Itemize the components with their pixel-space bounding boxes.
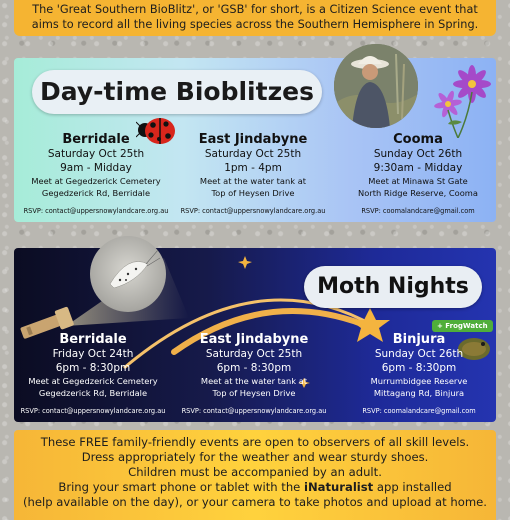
event-date: Friday Oct 24th (52, 348, 134, 360)
event-time: 9am - Midday (60, 162, 132, 174)
moth-photo (90, 236, 166, 312)
info-line-4-post: app installed (373, 480, 452, 494)
event-rsvp: RSVP: contact@uppersnowylandcare.org.au (20, 407, 166, 415)
event-rsvp: RSVP: coomalandcare@gmail.com (362, 407, 476, 415)
info-line-3: Children must be accompanied by an adult. (128, 465, 382, 479)
intro-line-1: The 'Great Southern BioBlitz', or 'GSB' for short, is a Citizen Science event that (32, 3, 478, 16)
event-meet-line-1: Meet at the water tank at (200, 376, 308, 386)
event-town: Binjura (392, 332, 446, 347)
event-meet-line-1: Murrumbidgee Reserve (370, 376, 468, 386)
info-line-5: (help available on the day), or your camera to take photos and upload at home. (23, 495, 487, 509)
intro-line-2: aims to record all the living species across the Southern Hemisphere in Spring. (31, 18, 479, 31)
event-rsvp: RSVP: contact@uppersnowylandcare.org.au (23, 207, 169, 215)
inaturalist-app-name: iNaturalist (304, 480, 374, 494)
event-date: Saturday Oct 25th (47, 148, 145, 160)
event-town: East Jindabyne (198, 132, 308, 147)
volunteer-photo (334, 44, 418, 128)
info-line-4 (14, 480, 496, 495)
event-meet-line-2: Top of Heysen Drive (212, 388, 296, 398)
daytime-title: Day-time Bioblitzes (32, 70, 322, 114)
event-town: Cooma (393, 132, 443, 147)
event-town: Berridale (59, 332, 127, 347)
event-meet-line-1: Meet at the water tank at (199, 176, 307, 186)
info-panel (14, 430, 496, 520)
event-meet-line-1: Meet at Gegedzerick Cemetery (28, 376, 158, 386)
intro-banner (14, 0, 496, 36)
event-time: 1pm - 4pm (224, 162, 282, 174)
daytime-event-berridale (22, 132, 170, 215)
event-time: 6pm - 8:30pm (216, 362, 292, 374)
event-rsvp: RSVP: contact@uppersnowylandcare.org.au (181, 407, 327, 415)
event-rsvp: RSVP: contact@uppersnowylandcare.org.au (180, 207, 326, 215)
frogwatch-badge: + FrogWatch (432, 320, 493, 332)
event-meet-line-1: Meet at Minawa St Gate (368, 176, 468, 186)
event-date: Sunday Oct 26th (373, 148, 463, 160)
daytime-event-east-jindabyne (179, 132, 327, 215)
event-meet-line-2: North Ridge Reserve, Cooma (358, 188, 478, 198)
event-meet-line-1: Meet at Gegedzerick Cemetery (31, 176, 161, 186)
event-date: Sunday Oct 26th (374, 348, 464, 360)
event-meet-line-2: Gegedzerick Rd, Berridale (41, 188, 151, 198)
daytime-event-cooma (344, 132, 492, 215)
event-date: Saturday Oct 25th (204, 148, 302, 160)
event-meet-line-2: Top of Heysen Drive (211, 188, 295, 198)
info-line-4-pre: Bring your smart phone or tablet with the (58, 480, 304, 494)
event-meet-line-2: Gegedzerick Rd, Berridale (38, 388, 148, 398)
moth-event-berridale (18, 332, 168, 415)
event-town: Berridale (62, 132, 130, 147)
flower-icon (428, 62, 494, 138)
event-town: East Jindabyne (199, 332, 309, 347)
moth-event-binjura (344, 332, 494, 415)
info-line-1: These FREE family-friendly events are open to observers of all skill levels. (40, 435, 470, 449)
event-time: 6pm - 8:30pm (55, 362, 131, 374)
event-meet-line-2: Mittagang Rd, Binjura (373, 388, 465, 398)
event-time: 9:30am - Midday (373, 162, 463, 174)
event-time: 6pm - 8:30pm (381, 362, 457, 374)
moth-nights-panel (14, 248, 496, 422)
daytime-panel (14, 58, 496, 222)
info-line-2: Dress appropriately for the weather and wear sturdy shoes. (81, 450, 429, 464)
event-date: Saturday Oct 25th (205, 348, 303, 360)
event-rsvp: RSVP: coomalandcare@gmail.com (361, 207, 475, 215)
moth-event-east-jindabyne (176, 332, 332, 415)
moth-nights-title: Moth Nights (304, 266, 482, 308)
